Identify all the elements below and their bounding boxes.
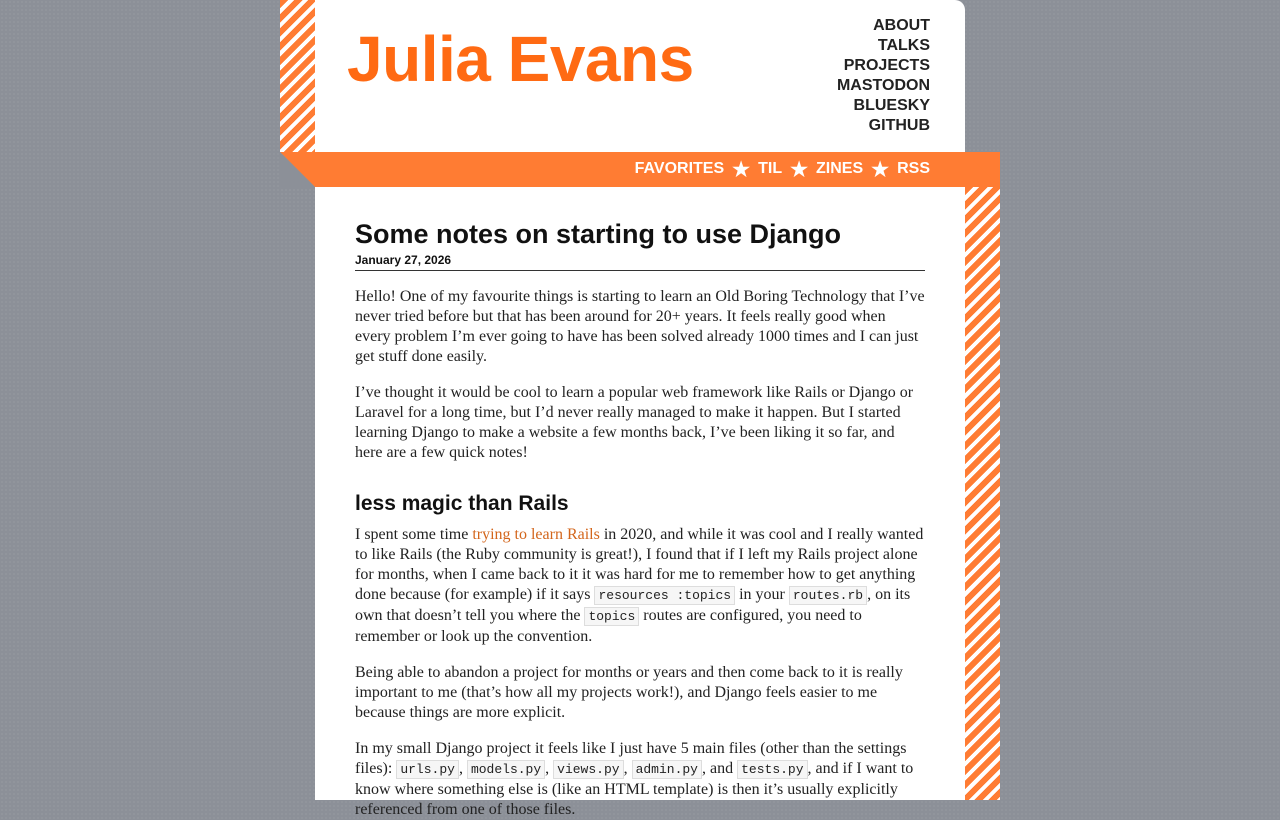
nav-about-link[interactable]: ABOUT [873, 17, 930, 34]
text: I spent some time [355, 526, 473, 543]
code-snippet: topics [584, 607, 639, 626]
star-icon: ★ [871, 159, 890, 181]
text: , [623, 760, 632, 777]
nav-mastodon-link[interactable]: MASTODON [836, 77, 930, 94]
code-snippet: admin.py [632, 760, 702, 779]
code-snippet: urls.py [396, 760, 459, 779]
right-stripe-decoration [965, 187, 1000, 800]
post-title: Some notes on starting to use Django [355, 219, 842, 249]
post-date: January 27, 2026 [355, 253, 925, 271]
nav-projects-link[interactable]: PROJECTS [843, 57, 930, 74]
nav-rss-link[interactable]: RSS [897, 160, 930, 177]
code-snippet: resources :topics [594, 586, 735, 605]
text: In my small Django project it feels like I just have 5 main files (other than the settings files): [355, 740, 907, 777]
page [280, 0, 1000, 818]
text: , and [702, 760, 738, 777]
text: in 2020, and while it was cool and I really wanted to like Rails (the Ruby community is great!), I found that if I left my Rails project alone for months, when I came back to it it was hard for me to remember how to get anything done because (for example) if it says [355, 526, 924, 603]
site-title-link[interactable]: Julia Evans [347, 23, 694, 95]
nav-github-link[interactable]: GITHUB [868, 117, 930, 134]
paragraph [355, 739, 925, 820]
nav-til-link[interactable]: TIL [758, 160, 783, 177]
section-heading: less magic than Rails [355, 492, 569, 515]
star-icon: ★ [732, 159, 751, 181]
text: , [458, 760, 467, 777]
text: , and if I want to know where something else is (like an HTML template) is then it’s usually explicitly referenced from one of those files. [355, 760, 914, 818]
code-snippet: routes.rb [789, 586, 867, 605]
nav-talks-link[interactable]: TALKS [877, 37, 930, 54]
paragraph: Hello! One of my favourite things is starting to learn an Old Boring Technology that I’ve never tried before but that has been around for 20+ years. It feels really good when every problem I’m ever going to have has been solved already 1000 times and I can just get stuff done easily. [355, 288, 925, 365]
code-snippet: views.py [553, 760, 623, 779]
nav-zines-link[interactable]: ZINES [816, 160, 864, 177]
paragraph [355, 525, 925, 647]
site-header [315, 0, 965, 152]
code-snippet: tests.py [737, 760, 807, 779]
text: routes are configured, you need to remember or look up the convention. [355, 607, 862, 645]
nav-favorites-link[interactable]: FAVORITES [634, 160, 725, 177]
text: , on its own that doesn’t tell you where the [355, 586, 911, 624]
text: in your [735, 586, 789, 603]
nav-bluesky-link[interactable]: BLUESKY [853, 97, 930, 114]
sub-nav [635, 159, 930, 179]
star-icon: ★ [790, 159, 809, 181]
trying-to-learn-rails-link[interactable]: trying to learn Rails [472, 526, 600, 543]
top-nav [837, 16, 930, 136]
text: , [545, 760, 554, 777]
paragraph: I’ve thought it would be cool to learn a popular web framework like Rails or Django or Laravel for a long time, but I’d never really managed to make it happen. But I started learning Django to make a website a few months back, I’ve been liking it so far, and here are a few quick notes! [355, 384, 914, 461]
paragraph: Being able to abandon a project for months or years and then come back to it is really important to me (that’s how all my projects work!), and Django feels easier to me because things are more explicit. [355, 664, 903, 721]
code-snippet: models.py [467, 760, 545, 779]
left-stripe-decoration [280, 0, 315, 152]
post-content [315, 187, 965, 818]
